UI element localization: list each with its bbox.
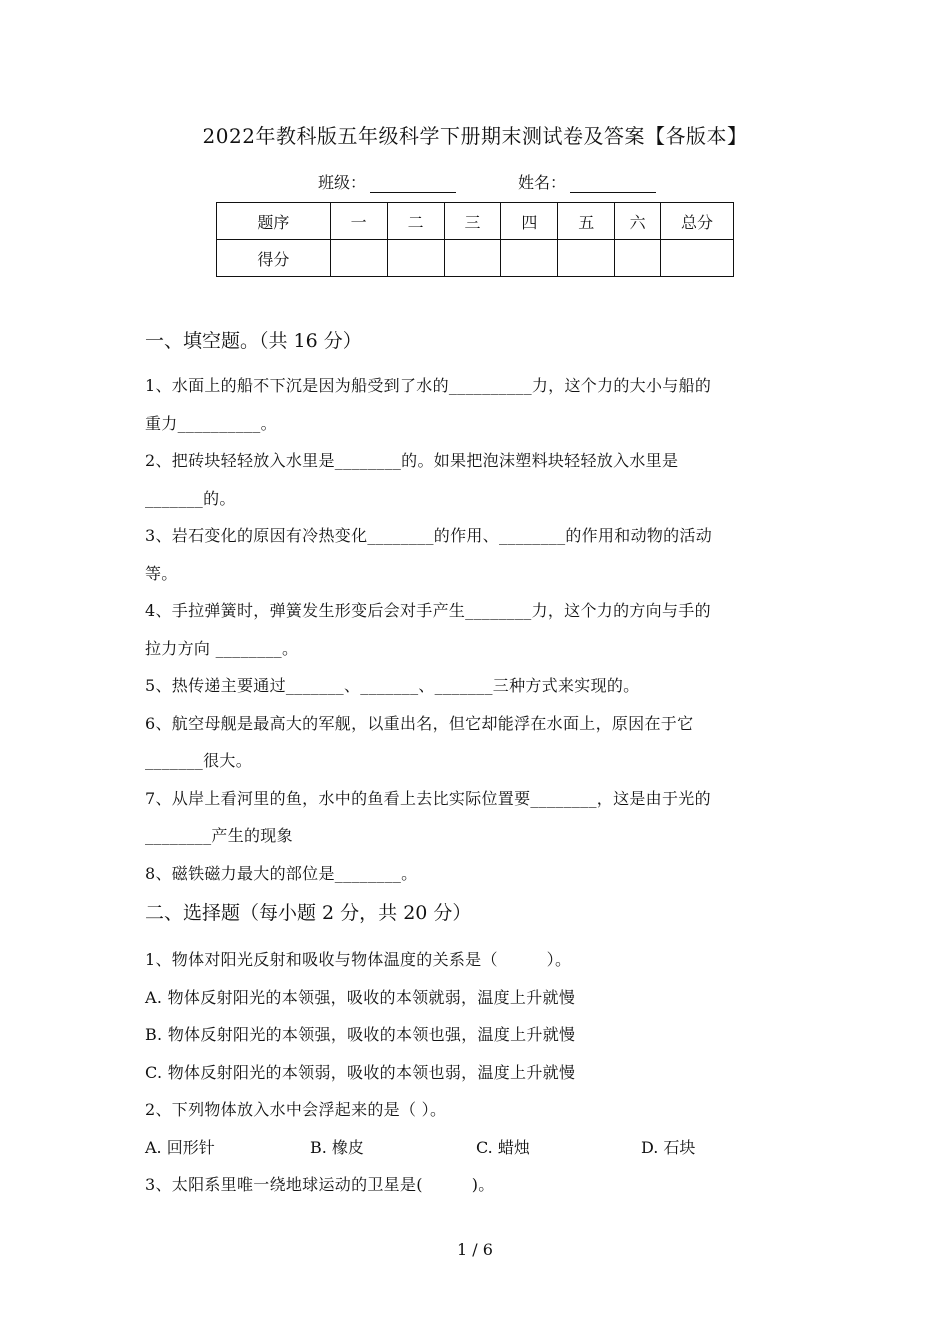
score-cell[interactable] bbox=[387, 240, 444, 277]
score-header-cell: 五 bbox=[558, 203, 615, 240]
class-label: 班级： bbox=[318, 173, 367, 192]
score-table-header-row bbox=[217, 203, 734, 240]
question-line: ________产生的现象 bbox=[145, 826, 293, 845]
question-line: 重力__________。 bbox=[145, 414, 277, 433]
score-cell[interactable] bbox=[661, 240, 734, 277]
option-line: B. 物体反射阳光的本领强，吸收的本领也强，温度上升就慢 bbox=[145, 1025, 576, 1044]
score-table-score-row bbox=[217, 240, 734, 277]
option-a: A. 回形针 bbox=[145, 1138, 215, 1157]
document-title: 2022年教科版五年级科学下册期末测试卷及答案【各版本】 bbox=[202, 124, 748, 148]
page-number: 1 / 6 bbox=[457, 1240, 493, 1259]
option-d: D. 石块 bbox=[641, 1138, 696, 1157]
question-line: 3、岩石变化的原因有冷热变化________的作用、________的作用和动物的活动 bbox=[145, 526, 713, 545]
question-line: 6、航空母舰是最高大的军舰，以重出名，但它却能浮在水面上，原因在于它 bbox=[145, 714, 694, 733]
name-blank bbox=[570, 174, 656, 193]
score-table bbox=[216, 202, 734, 277]
question-line: _______很大。 bbox=[145, 751, 252, 770]
score-header-cell: 总分 bbox=[661, 203, 734, 240]
question-line: 5、热传递主要通过_______、_______、_______三种方式来实现的。 bbox=[145, 676, 640, 695]
score-cell[interactable] bbox=[501, 240, 558, 277]
question-line: 1、物体对阳光反射和吸收与物体温度的关系是（ ）。 bbox=[145, 950, 572, 969]
section-1-heading: 一、填空题。（共 16 分） bbox=[145, 330, 362, 352]
score-header-cell: 六 bbox=[615, 203, 661, 240]
score-header-cell: 一 bbox=[330, 203, 387, 240]
question-line: 3、太阳系里唯一绕地球运动的卫星是( )。 bbox=[145, 1175, 495, 1194]
option-c: C. 蜡烛 bbox=[476, 1138, 530, 1157]
option-b: B. 橡皮 bbox=[310, 1138, 364, 1157]
question-line: 拉力方向 ________。 bbox=[145, 639, 299, 658]
question-line: 等。 bbox=[145, 564, 178, 583]
score-cell[interactable] bbox=[444, 240, 501, 277]
question-line: 8、磁铁磁力最大的部位是________。 bbox=[145, 864, 418, 883]
score-header-cell: 四 bbox=[501, 203, 558, 240]
option-line: A. 物体反射阳光的本领强，吸收的本领就弱，温度上升就慢 bbox=[145, 988, 576, 1007]
question-line: 2、下列物体放入水中会浮起来的是（ ）。 bbox=[145, 1100, 447, 1119]
score-cell[interactable] bbox=[330, 240, 387, 277]
class-field bbox=[318, 170, 456, 193]
score-row-label: 得分 bbox=[217, 240, 331, 277]
question-line: 1、水面上的船不下沉是因为船受到了水的__________力，这个力的大小与船的 bbox=[145, 376, 712, 395]
question-line: 4、手拉弹簧时，弹簧发生形变后会对手产生________力，这个力的方向与手的 bbox=[145, 601, 711, 620]
name-label: 姓名： bbox=[518, 173, 567, 192]
class-blank bbox=[370, 174, 456, 193]
score-header-cell: 题序 bbox=[217, 203, 331, 240]
score-cell[interactable] bbox=[615, 240, 661, 277]
question-line: _______的。 bbox=[145, 489, 236, 508]
section-2-heading: 二、选择题（每小题 2 分，共 20 分） bbox=[145, 902, 472, 924]
question-line: 7、从岸上看河里的鱼，水中的鱼看上去比实际位置要________，这是由于光的 bbox=[145, 789, 711, 808]
question-line: 2、把砖块轻轻放入水里是________的。如果把泡沫塑料块轻轻放入水里是 bbox=[145, 451, 679, 470]
score-cell[interactable] bbox=[558, 240, 615, 277]
option-line: C. 物体反射阳光的本领弱，吸收的本领也弱，温度上升就慢 bbox=[145, 1063, 576, 1082]
name-field bbox=[518, 170, 656, 193]
score-header-cell: 二 bbox=[387, 203, 444, 240]
score-header-cell: 三 bbox=[444, 203, 501, 240]
